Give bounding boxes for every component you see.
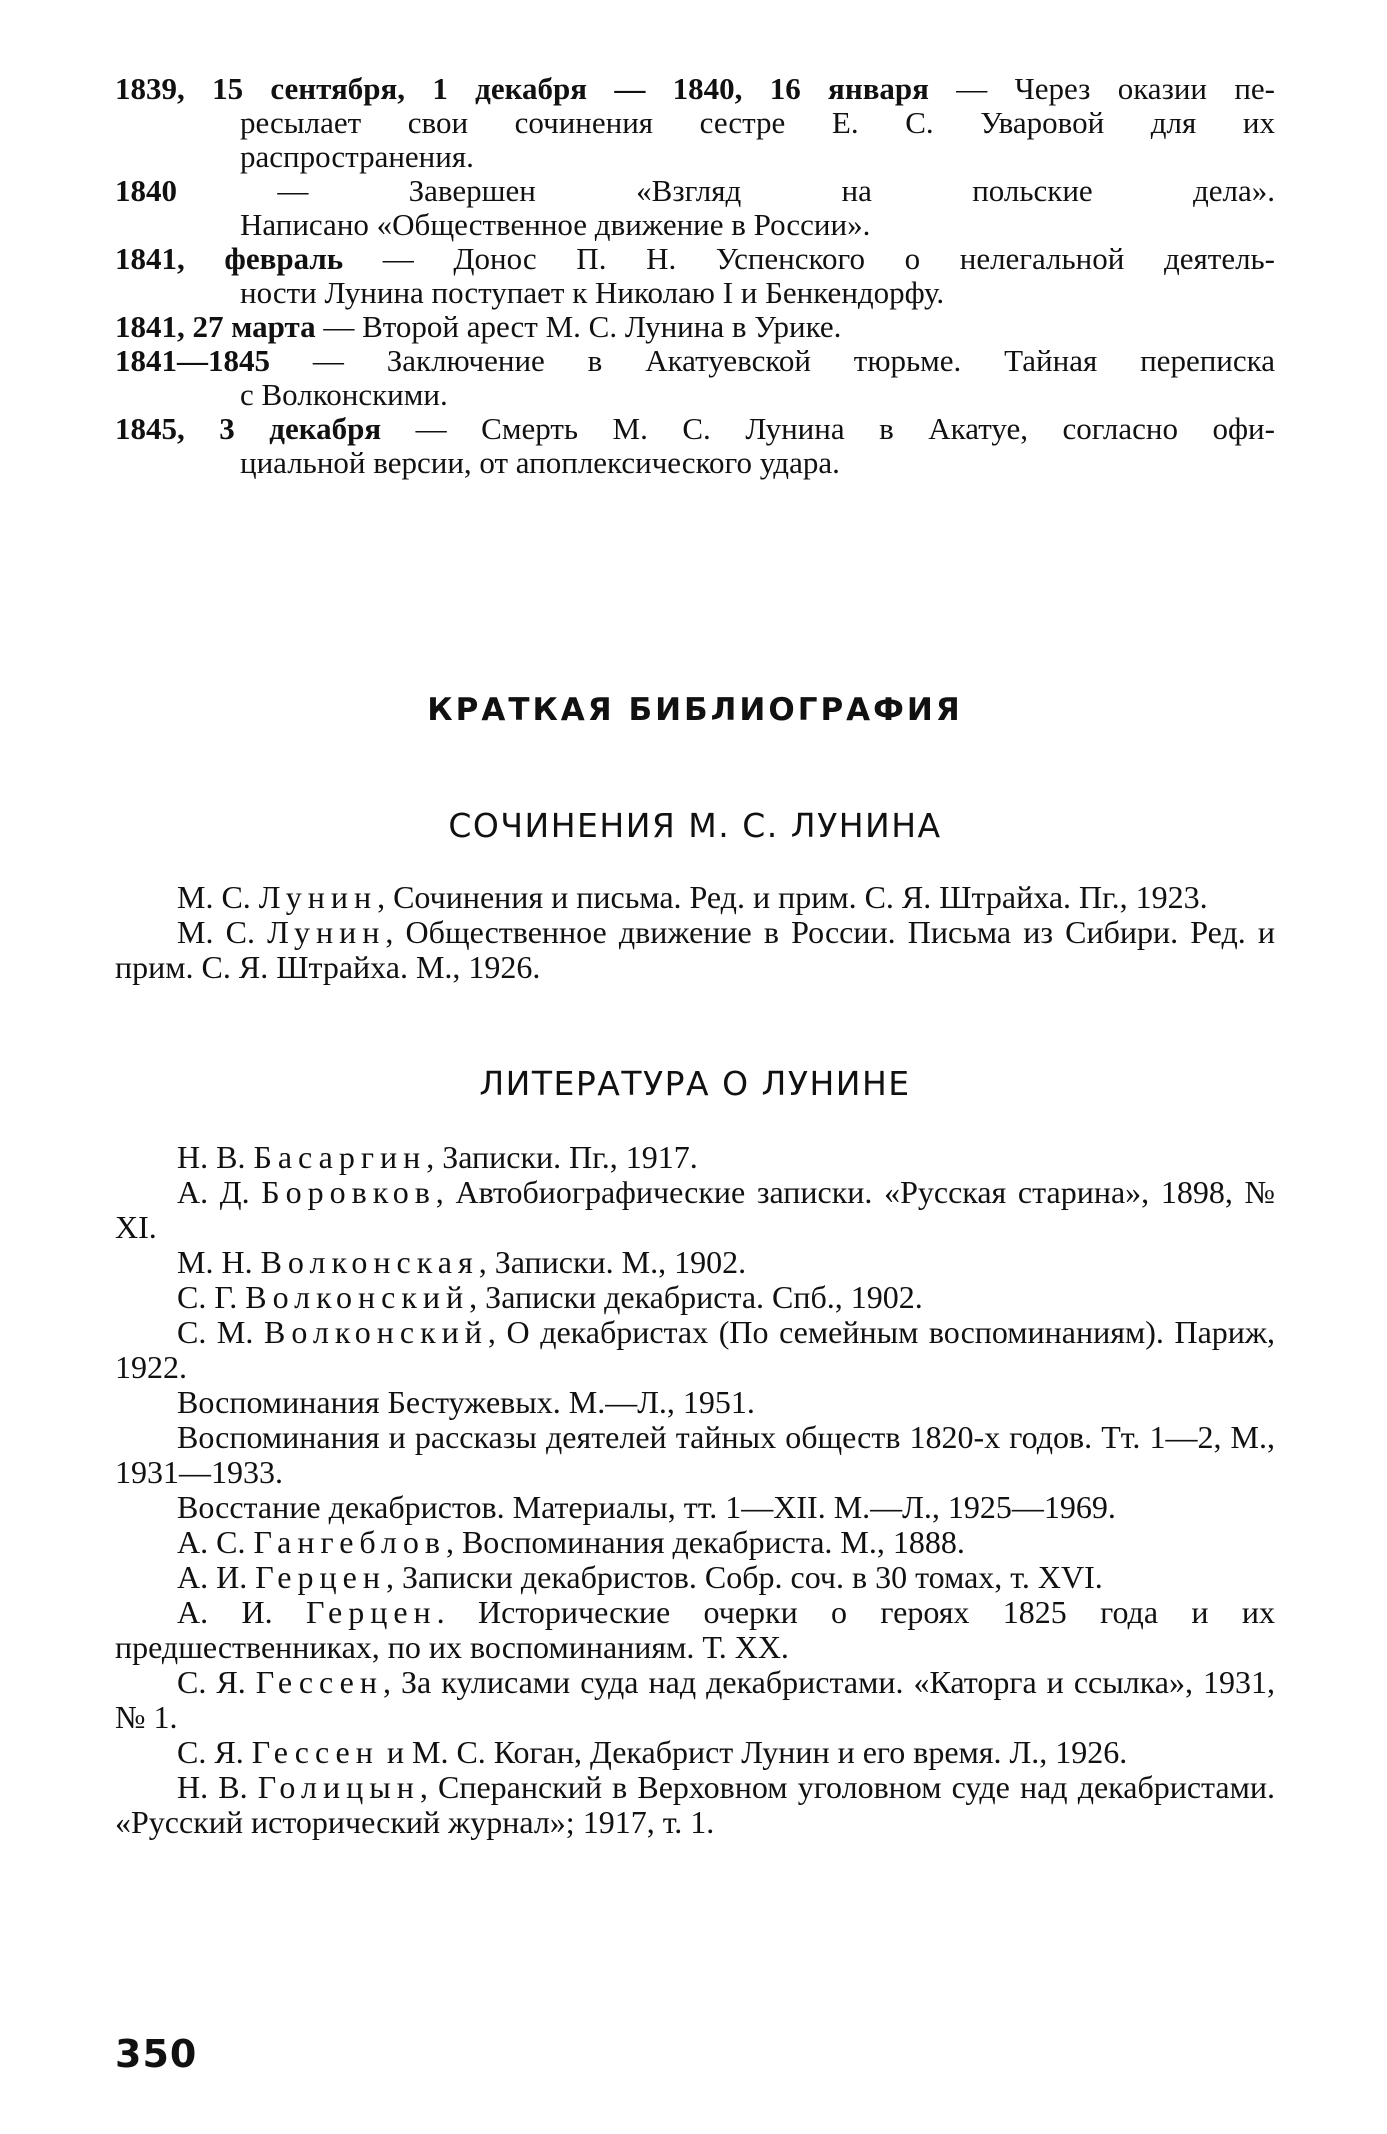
chronology-line: Написано «Общественное движение в России». — [240, 207, 871, 242]
chronology — [115, 72, 1275, 480]
entry-text: , Сперанский в Верховном уголовном суде над декабристами. «Русский исторический журнал»; 1917, т. 1. — [115, 1769, 1276, 1840]
chronology-date: 1841, 27 марта — [115, 309, 316, 344]
chronology-line — [115, 72, 1275, 106]
entry-text: , Записки декабриста. Спб., 1902. — [469, 1279, 923, 1315]
author-initials: М. Н. — [177, 1244, 253, 1280]
entry-text: и М. С. Коган, Декабрист Лунин и его время. Л., 1926. — [378, 1734, 1128, 1770]
chronology-entry — [115, 344, 1275, 412]
author-name: Голицын — [257, 1769, 420, 1805]
bibliography-heading: КРАТКАЯ БИБЛИОГРАФИЯ — [427, 692, 963, 728]
chronology-entry — [115, 174, 1275, 242]
bibliography-entry — [115, 1140, 1275, 1175]
entry-text: , Записки декабристов. Собр. соч. в 30 томах, т. XVI. — [385, 1559, 1103, 1595]
chronology-text: — Заключение в Акатуевской тюрьме. Тайная переписка — [270, 343, 1275, 378]
chronology-date: 1839, 15 сентября, 1 декабря — 1840, 16 января — [115, 71, 929, 106]
bibliography-entry — [115, 1280, 1275, 1315]
book-page — [115, 71, 1276, 2076]
entry-text: , Записки. М., 1902. — [478, 1244, 747, 1280]
bibliography-entry — [115, 1595, 1275, 1665]
author-name: Герцен — [255, 1559, 386, 1595]
author-initials: Н. В. — [177, 1139, 246, 1175]
author-name: Волконский — [263, 1314, 488, 1350]
author-name: Гессен — [251, 1734, 379, 1770]
author-name: Гессен — [255, 1664, 383, 1700]
chronology-line — [115, 412, 1275, 446]
entry-text: , Записки. Пг., 1917. — [426, 1139, 698, 1175]
author-name: Волконская — [260, 1244, 479, 1280]
chronology-text: — Второй арест М. С. Лунина в Урике. — [315, 309, 842, 344]
entry-text: . Исторические очерки о героях 1825 года и их предшественниках, по их воспоминаниям. Т. XX. — [115, 1594, 1275, 1665]
author-initials: С. Я. — [177, 1734, 244, 1770]
author-initials: С. Г. — [177, 1279, 238, 1315]
author-initials: С. Я. — [177, 1664, 246, 1700]
chronology-date: 1841, февраль — [115, 241, 344, 276]
author-name: Басаргин — [253, 1139, 427, 1175]
chronology-line — [115, 174, 1275, 208]
bibliography-entry — [115, 1525, 1275, 1560]
works-list — [115, 880, 1275, 985]
entry-text: , Сочинения и письма. Ред. и прим. С. Я. Штрайха. Пг., 1923. — [377, 879, 1208, 915]
bibliography-entry — [115, 1175, 1275, 1245]
chronology-entry — [115, 310, 1275, 344]
entry-text: Воспоминания Бестужевых. М.—Л., 1951. — [177, 1384, 755, 1420]
bibliography-entry — [115, 1770, 1275, 1840]
chronology-line — [115, 242, 1275, 276]
entry-text: , О декабристах (По семейным воспоминаниям). Париж, 1922. — [115, 1314, 1276, 1385]
chronology-line — [115, 344, 1275, 378]
entry-text: , Автобиографические записки. «Русская старина», 1898, № XI. — [115, 1174, 1276, 1245]
chronology-text: — Через оказии пе- — [928, 71, 1275, 106]
chronology-entry — [115, 412, 1275, 480]
author-initials: М. С. — [177, 879, 251, 915]
author-name: Волконский — [245, 1279, 470, 1315]
author-initials: Н. В. — [177, 1769, 248, 1805]
author-initials: М. С. — [177, 914, 255, 950]
bibliography-entry — [115, 1420, 1275, 1490]
chronology-date: 1845, 3 декабря — [115, 411, 382, 446]
author-name: Лунин — [267, 914, 386, 950]
chronology-text: — Завершен «Взгляд на польские дела». — [177, 173, 1275, 208]
author-name: Боровков — [261, 1174, 436, 1210]
author-name: Лунин — [258, 879, 378, 915]
chronology-line: распространения. — [240, 139, 474, 174]
bibliography-entry — [115, 1245, 1275, 1280]
chronology-entry — [115, 72, 1275, 174]
chronology-line: с Волконскими. — [240, 377, 448, 412]
page-number: 350 — [115, 2032, 198, 2076]
bibliography-entry — [115, 1735, 1275, 1770]
author-initials: А. И. — [177, 1594, 273, 1630]
chronology-text: — Смерть М. С. Лунина в Акатуе, согласно офи- — [381, 411, 1275, 446]
entry-text: , Воспоминания декабриста. М., 1888. — [445, 1524, 965, 1560]
bibliography-entry — [115, 880, 1275, 915]
chronology-line: ности Лунина поступает к Николаю I и Бенкендорфу. — [240, 275, 945, 310]
chronology-line — [115, 310, 1275, 344]
author-name: Гангеблов — [253, 1524, 446, 1560]
entry-text: Воспоминания и рассказы деятелей тайных обществ 1820-х годов. Тт. 1—2, М., 1931—1933. — [115, 1419, 1275, 1490]
bibliography-entry — [115, 1385, 1275, 1420]
author-initials: А. С. — [177, 1524, 246, 1560]
chronology-text: — Донос П. Н. Успенского о нелегальной деятель- — [343, 241, 1276, 276]
bibliography-entry — [115, 1665, 1275, 1735]
literature-list — [115, 1140, 1275, 1840]
author-initials: С. М. — [177, 1314, 254, 1350]
chronology-line: циальной версии, от апоплексического удара. — [240, 445, 840, 480]
author-initials: А. Д. — [177, 1174, 250, 1210]
bibliography-entry — [115, 1490, 1275, 1525]
entry-text: Восстание декабристов. Материалы, тт. 1—XII. М.—Л., 1925—1969. — [177, 1489, 1116, 1525]
author-name: Герцен — [305, 1594, 437, 1630]
chronology-date: 1840 — [115, 173, 177, 208]
bibliography-entry — [115, 915, 1275, 985]
chronology-date: 1841—1845 — [115, 343, 270, 378]
chronology-line: ресылает свои сочинения сестре Е. С. Уваровой для их — [240, 105, 1275, 140]
chronology-entry — [115, 242, 1275, 310]
bibliography-entry — [115, 1315, 1275, 1385]
works-heading: СОЧИНЕНИЯ М. С. ЛУНИНА — [448, 806, 942, 845]
entry-text: , Общественное движение в России. Письма из Сибири. Ред. и прим. С. Я. Штрайха. М., 1926. — [115, 914, 1275, 985]
entry-text: , За кулисами суда над декабристами. «Каторга и ссылка», 1931, № 1. — [115, 1664, 1276, 1735]
bibliography-entry — [115, 1560, 1275, 1595]
author-initials: А. И. — [177, 1559, 248, 1595]
literature-heading: ЛИТЕРАТУРА О ЛУНИНЕ — [479, 1064, 911, 1103]
